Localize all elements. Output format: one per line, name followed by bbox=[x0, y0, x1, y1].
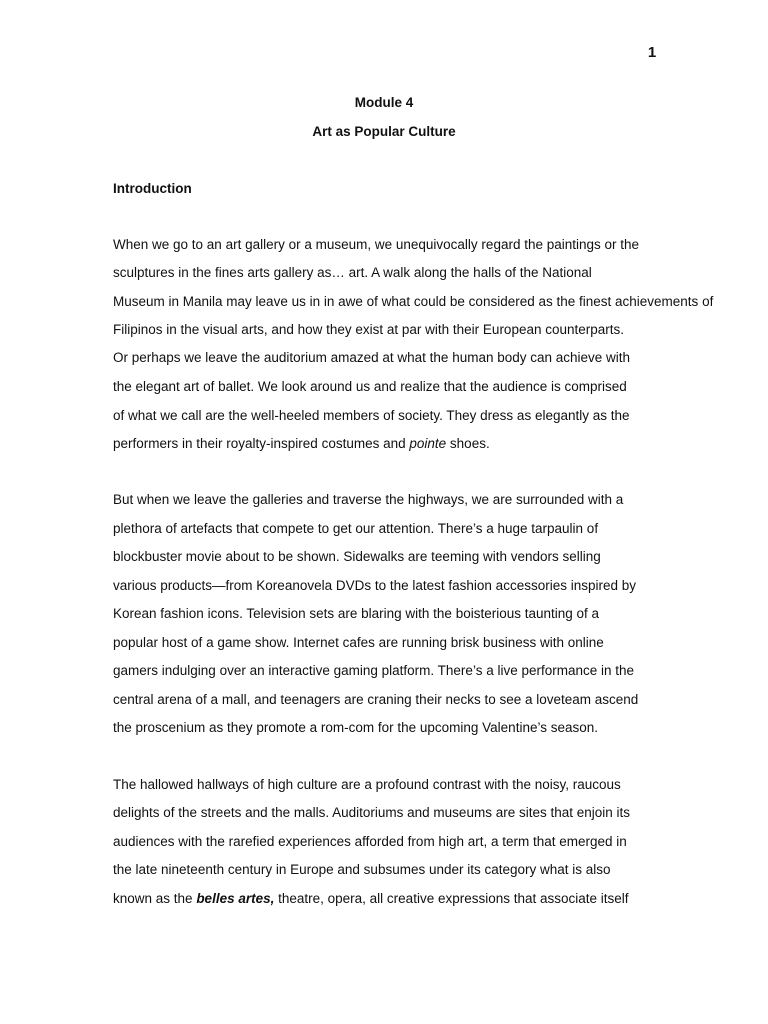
paragraph-line: When we go to an art gallery or a museum, we unequivocally regard the paintings or the bbox=[113, 237, 640, 252]
paragraph-line: Korean fashion icons. Television sets are blaring with the boisterious taunting of a bbox=[113, 606, 600, 621]
italic-term: pointe bbox=[409, 436, 447, 451]
paragraph-line: the elegant art of ballet. We look around us and realize that the audience is comprised bbox=[113, 379, 627, 394]
paragraph-line: plethora of artefacts that compete to get our attention. There’s a huge tarpaulin of bbox=[113, 521, 599, 536]
paragraph-line: various products—from Koreanovela DVDs to the latest fashion accessories inspired by bbox=[113, 578, 636, 593]
section-title: Introduction bbox=[113, 181, 192, 196]
paragraph-line: Museum in Manila may leave us in in awe of what could be considered as the finest achievements of bbox=[113, 294, 714, 309]
paragraph-line: central arena of a mall, and teenagers are craning their necks to see a loveteam ascend bbox=[113, 692, 639, 707]
paragraph-line bbox=[113, 436, 490, 452]
page-number: 1 bbox=[647, 44, 657, 61]
line-text: theatre, opera, all creative expressions that associate itself bbox=[274, 891, 629, 906]
paragraph-line: The hallowed hallways of high culture are a profound contrast with the noisy, raucous bbox=[113, 777, 621, 792]
paragraph-line: audiences with the rarefied experiences afforded from high art, a term that emerged in bbox=[113, 834, 627, 849]
paragraph-line: delights of the streets and the malls. Auditoriums and museums are sites that enjoin its bbox=[113, 805, 631, 820]
line-text: performers in their royalty-inspired costumes and bbox=[113, 436, 410, 451]
paragraph-line: the late nineteenth century in Europe and subsumes under its category what is also bbox=[113, 862, 611, 877]
paragraph-line: But when we leave the galleries and traverse the highways, we are surrounded with a bbox=[113, 492, 624, 507]
module-number-heading: Module 4 bbox=[354, 95, 414, 110]
module-title-heading: Art as Popular Culture bbox=[312, 124, 456, 139]
paragraph-line: Or perhaps we leave the auditorium amazed at what the human body can achieve with bbox=[113, 350, 631, 365]
line-text: known as the bbox=[113, 891, 197, 906]
paragraph-line: sculptures in the fines arts gallery as… art. A walk along the halls of the National bbox=[113, 265, 592, 280]
paragraph-line: of what we call are the well-heeled members of society. They dress as elegantly as the bbox=[113, 408, 630, 423]
paragraph-line: gamers indulging over an interactive gaming platform. There’s a live performance in the bbox=[113, 663, 635, 678]
paragraph-line: the proscenium as they promote a rom-com for the upcoming Valentine’s season. bbox=[113, 720, 598, 735]
line-text: shoes. bbox=[446, 436, 490, 451]
paragraph-line: popular host of a game show. Internet cafes are running brisk business with online bbox=[113, 635, 604, 650]
paragraph-line: Filipinos in the visual arts, and how they exist at par with their European counterparts. bbox=[113, 322, 625, 337]
bold-italic-term: belles artes, bbox=[196, 891, 275, 906]
paragraph-line: blockbuster movie about to be shown. Sidewalks are teeming with vendors selling bbox=[113, 549, 601, 564]
paragraph-line bbox=[113, 891, 629, 907]
